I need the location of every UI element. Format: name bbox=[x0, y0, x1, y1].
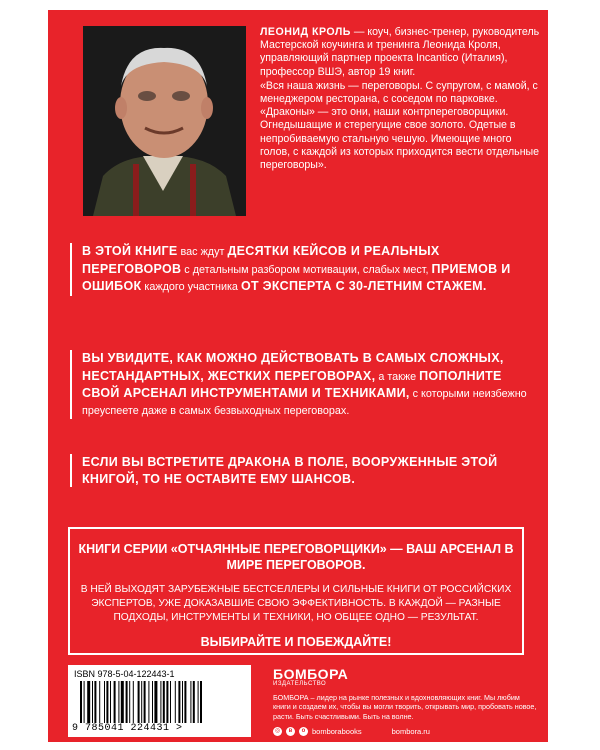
block2-t3: ПОПОЛНИТЕ СВОЙ АРСЕНАЛ ИНСТРУМЕНТАМИ И ТЕХНИКАМИ, bbox=[82, 368, 502, 400]
block1-t4: с детальным разбором мотивации, слабых мест, bbox=[181, 263, 432, 276]
block2-t4: с которыми неизбежно преуспеете даже в самых безвыходных переговорах. bbox=[82, 388, 527, 417]
publisher-site[interactable]: bombora.ru bbox=[391, 727, 430, 737]
book-description-block bbox=[70, 243, 534, 296]
series-text: В НЕЙ ВЫХОДЯТ ЗАРУБЕЖНЫЕ БЕСТСЕЛЛЕРЫ И СИЛЬНЫЕ КНИГИ ОТ РОССИЙСКИХ ЭКСПЕРТОВ, УЖЕ ДОКАЗАВШИЕ СВОЮ ЭФФЕКТИВНОСТЬ. В КАЖДОЙ — РАЗНЫЕ ПОДХОДЫ, ИНСТРУМЕНТЫ И ТЕХНИКИ, НО ОБЩЕЕ ОДНО — РЕЗУЛЬТАТ. bbox=[80, 584, 512, 623]
publisher-logo-sub: ИЗДАТЕЛЬСТВО bbox=[273, 681, 327, 687]
author-bio bbox=[260, 26, 540, 172]
block1-t3: ДЕСЯТКИ КЕЙСОВ И РЕАЛЬНЫХ ПЕРЕГОВОРОВ bbox=[82, 244, 440, 276]
block1-t2: вас ждут bbox=[177, 246, 228, 258]
block1-t1: В ЭТОЙ КНИГЕ bbox=[82, 244, 178, 258]
publisher-text: БОМБОРА – лидер на рынке полезных и вдохновляющих книг. Мы любим книги и создаем их, чтобы вы могли творить, открывать мир, пробовать новое, расти. Быть счастливыми. Быть на волне. bbox=[273, 693, 537, 721]
publisher-logo: БОМБОРА bbox=[273, 666, 349, 682]
block1-t5: ПРИЕМОВ И ОШИБОК bbox=[82, 261, 511, 293]
back-cover bbox=[48, 10, 548, 742]
dragon-statement: ЕСЛИ ВЫ ВСТРЕТИТЕ ДРАКОНА В ПОЛЕ, ВООРУЖЕННЫЕ ЭТОЙ КНИГОЙ, ТО НЕ ОСТАВИТЕ ЕМУ ШАНСОВ. bbox=[70, 454, 534, 487]
block1-t7: ОТ ЭКСПЕРТА С 30-ЛЕТНИМ СТАЖЕМ. bbox=[240, 279, 487, 293]
block1-t6: каждого участника bbox=[141, 281, 241, 293]
barcode-box bbox=[68, 665, 251, 737]
series-box bbox=[68, 527, 524, 655]
series-title: КНИГИ СЕРИИ «ОТЧАЯННЫЕ ПЕРЕГОВОРЩИКИ» — ВАШ АРСЕНАЛ В МИРЕ ПЕРЕГОВОРОВ. bbox=[78, 542, 514, 572]
publisher-info bbox=[273, 667, 538, 736]
block2-t1: ВЫ УВИДИТЕ, КАК МОЖНО ДЕЙСТВОВАТЬ В САМЫХ СЛОЖНЫХ, НЕСТАНДАРТНЫХ, ЖЕСТКИХ ПЕРЕГОВОРАХ, bbox=[82, 351, 504, 383]
instagram-icon[interactable]: ◎ bbox=[274, 728, 281, 735]
author-photo bbox=[83, 26, 246, 216]
vk-icon[interactable]: в bbox=[286, 727, 295, 736]
social-handle[interactable]: bomborabooks bbox=[312, 727, 362, 737]
social-links bbox=[273, 727, 538, 736]
author-quote: «Вся наша жизнь — переговоры. С супругом, с мамой, с менеджером ресторана, с соседом по парковке. «Драконы» — это они, наши контрпереговорщики. Огнедышащие и стерегущие свое золото. Одетые в непробиваемую стальную чешую. Имеющие много голов, с каждой из которых приходится вести отдельные переговоры». bbox=[260, 79, 540, 172]
author-bio-text: — коуч, бизнес-тренер, руководитель Мастерской коучинга и тренинга Леонида Кроля, управляющий партнер проекта Incantico (Италия), профессор ВШЭ, автор 19 книг. bbox=[260, 26, 540, 78]
barcode-icon bbox=[72, 681, 247, 723]
series-cta: ВЫБИРАЙТЕ И ПОБЕЖДАЙТЕ! bbox=[200, 635, 392, 649]
odnoklassniki-icon[interactable]: о bbox=[299, 727, 308, 736]
block2-t2: а также bbox=[375, 370, 420, 383]
benefits-block bbox=[70, 350, 534, 419]
isbn: ISBN 978-5-04-122443-1 bbox=[74, 669, 175, 679]
barcode-number: 9 785041 224431 > bbox=[72, 723, 183, 734]
author-name: ЛЕОНИД КРОЛЬ bbox=[260, 26, 351, 38]
